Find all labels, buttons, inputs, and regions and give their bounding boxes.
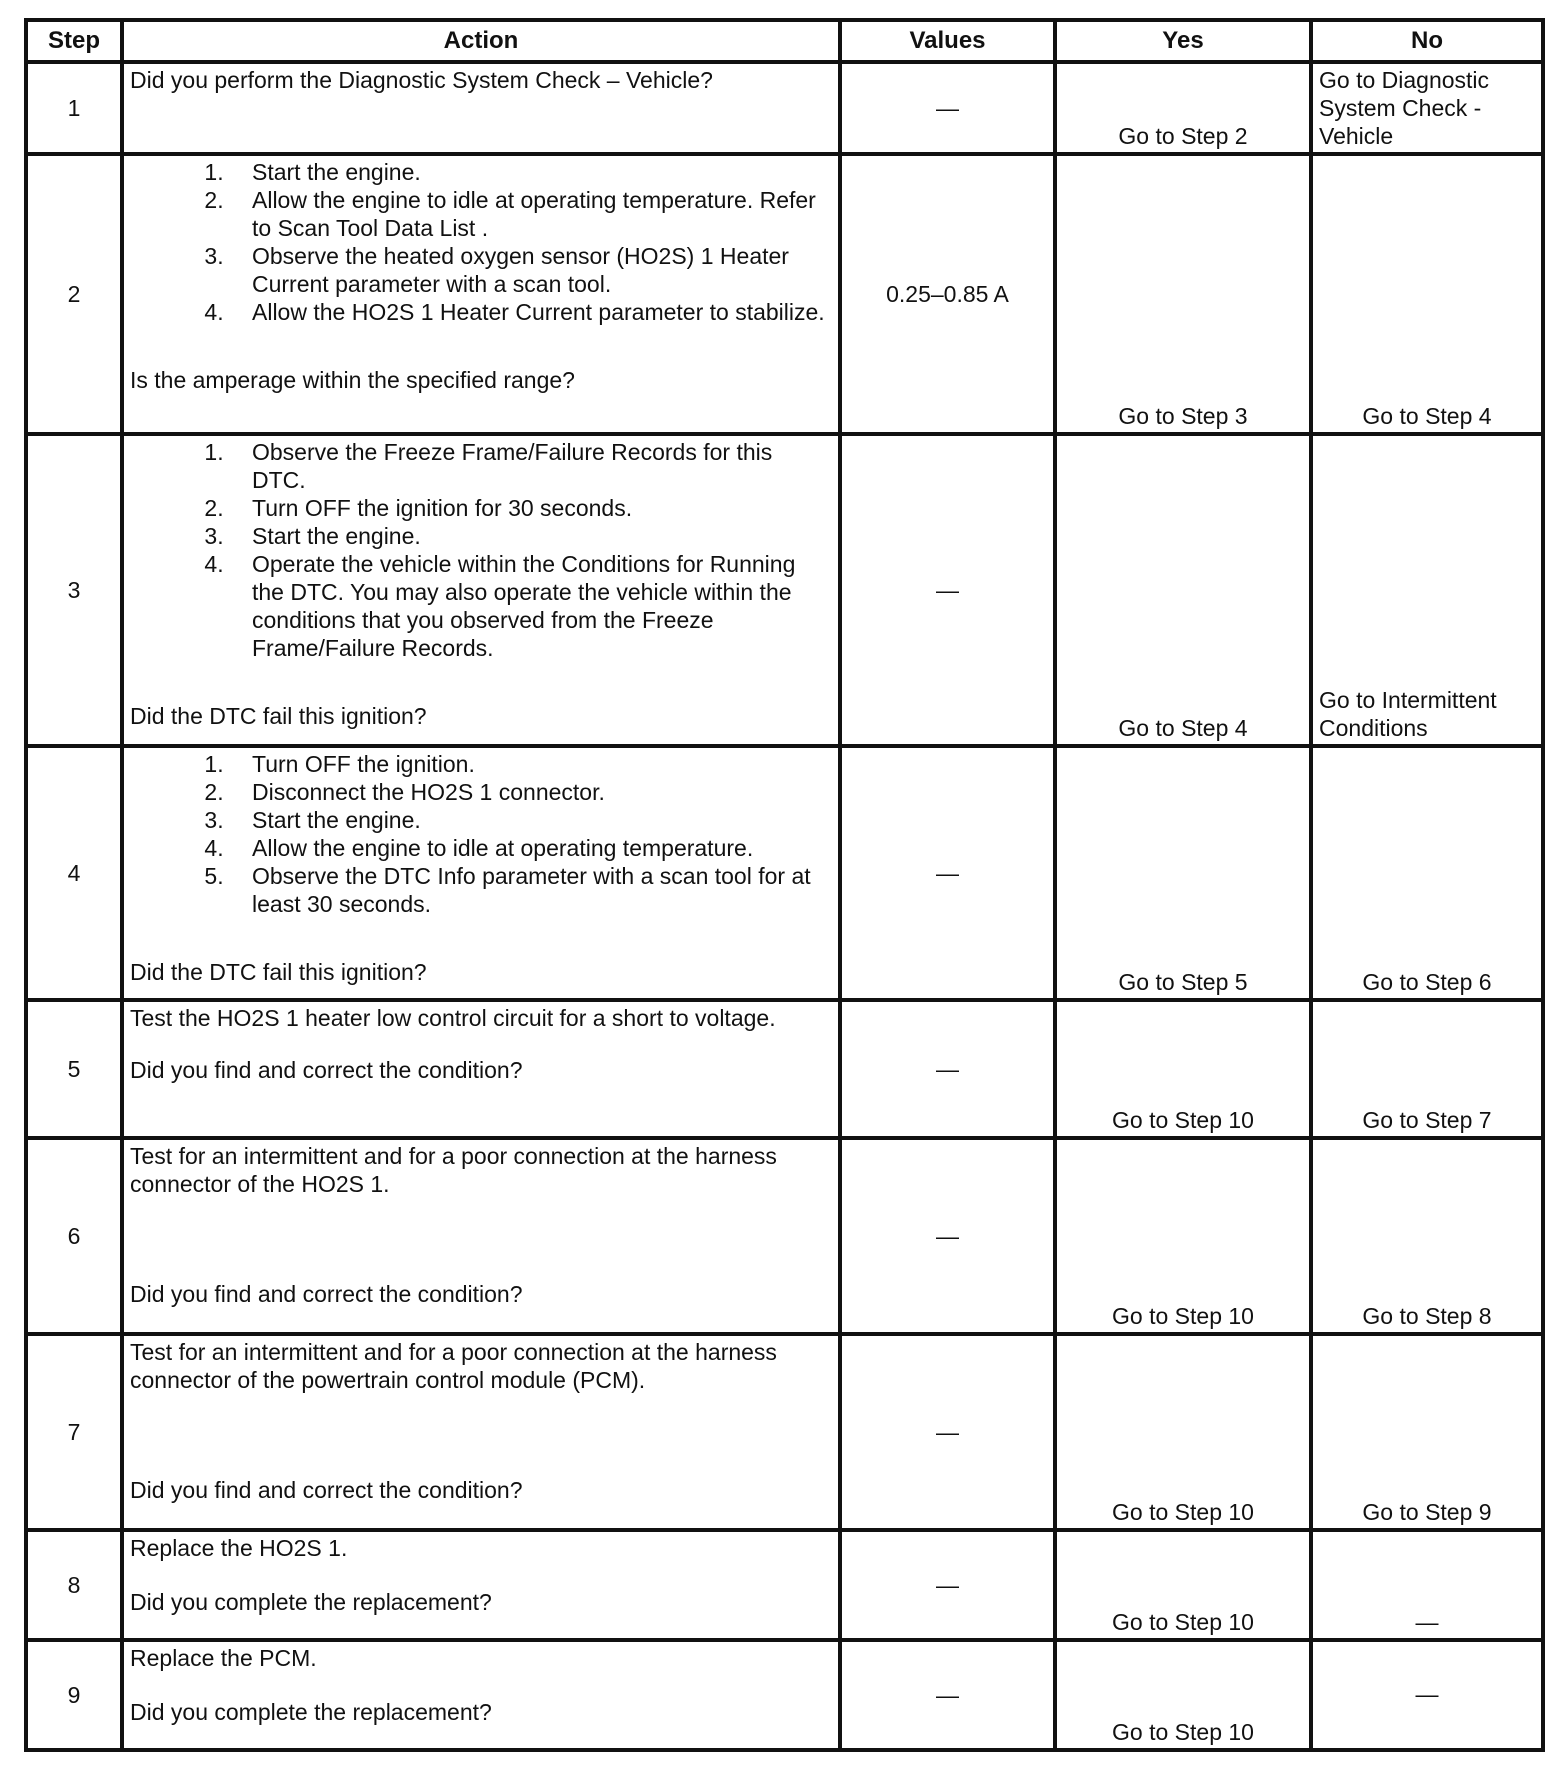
action-text: Did you perform the Diagnostic System Check – Vehicle?	[130, 67, 713, 93]
step-number: 4	[26, 746, 122, 1000]
action-cell	[122, 434, 840, 746]
yes-cell: Go to Step 10	[1055, 1000, 1311, 1138]
table-row	[26, 1000, 1543, 1138]
list-item: 4. Operate the vehicle within the Conditions for Running the DTC. You may also operate the vehicle within the conditions that you observed from the Freeze Frame/Failure Records.	[230, 550, 832, 662]
header-no: No	[1311, 20, 1543, 62]
table-row	[26, 1530, 1543, 1640]
value-cell: —	[840, 434, 1055, 746]
table-row	[26, 1640, 1543, 1750]
header-row	[26, 20, 1543, 62]
action-cell	[122, 1138, 840, 1334]
list-item: 3. Observe the heated oxygen sensor (HO2S) 1 Heater Current parameter with a scan tool.	[230, 242, 832, 298]
yes-cell: Go to Step 4	[1055, 434, 1311, 746]
instruction-list	[130, 158, 832, 326]
question-text: Did you find and correct the condition?	[130, 1057, 523, 1083]
action-cell	[122, 746, 840, 1000]
value-cell: —	[840, 1334, 1055, 1530]
question-text: Did you find and correct the condition?	[130, 1281, 523, 1307]
action-cell	[122, 1334, 840, 1530]
yes-cell: Go to Step 5	[1055, 746, 1311, 1000]
no-cell: Go to Step 8	[1311, 1138, 1543, 1334]
question-text: Is the amperage within the specified range?	[130, 367, 575, 393]
list-item: 2. Allow the engine to idle at operating temperature. Refer to Scan Tool Data List .	[230, 186, 832, 242]
step-number: 3	[26, 434, 122, 746]
yes-cell: Go to Step 3	[1055, 154, 1311, 434]
list-item: 1. Start the engine.	[230, 158, 832, 186]
action-text: Replace the HO2S 1.	[130, 1535, 348, 1561]
no-cell: Go to Intermittent Conditions	[1311, 434, 1543, 746]
table-row	[26, 154, 1543, 434]
list-item: 5. Observe the DTC Info parameter with a scan tool for at least 30 seconds.	[230, 862, 832, 918]
header-step: Step	[26, 20, 122, 62]
list-item: 2. Turn OFF the ignition for 30 seconds.	[230, 494, 832, 522]
list-item: 2. Disconnect the HO2S 1 connector.	[230, 778, 832, 806]
no-cell: Go to Step 9	[1311, 1334, 1543, 1530]
yes-cell: Go to Step 10	[1055, 1530, 1311, 1640]
value-cell: —	[840, 746, 1055, 1000]
no-cell: —	[1311, 1640, 1543, 1750]
step-number: 1	[26, 62, 122, 154]
step-number: 7	[26, 1334, 122, 1530]
instruction-list	[130, 438, 832, 662]
table-row	[26, 1334, 1543, 1530]
value-cell: 0.25–0.85 A	[840, 154, 1055, 434]
yes-cell: Go to Step 10	[1055, 1640, 1311, 1750]
action-cell	[122, 62, 840, 154]
list-item: 4. Allow the engine to idle at operating temperature.	[230, 834, 832, 862]
no-cell: Go to Step 7	[1311, 1000, 1543, 1138]
value-cell: —	[840, 62, 1055, 154]
question-text: Did you find and correct the condition?	[130, 1477, 523, 1503]
no-cell: Go to Step 4	[1311, 154, 1543, 434]
step-number: 5	[26, 1000, 122, 1138]
action-cell	[122, 1000, 840, 1138]
no-cell: Go to Diagnostic System Check - Vehicle	[1311, 62, 1543, 154]
action-text: Test for an intermittent and for a poor connection at the harness connector of the powertrain control module (PCM).	[130, 1339, 777, 1393]
list-item: 3. Start the engine.	[230, 806, 832, 834]
no-cell: Go to Step 6	[1311, 746, 1543, 1000]
action-cell	[122, 1530, 840, 1640]
diagnostic-table	[24, 18, 1545, 1752]
action-text: Test for an intermittent and for a poor connection at the harness connector of the HO2S 1.	[130, 1143, 777, 1197]
value-cell: —	[840, 1000, 1055, 1138]
value-cell: —	[840, 1640, 1055, 1750]
action-cell	[122, 154, 840, 434]
list-item: 4. Allow the HO2S 1 Heater Current parameter to stabilize.	[230, 298, 832, 326]
table-row	[26, 434, 1543, 746]
action-cell	[122, 1640, 840, 1750]
header-action: Action	[122, 20, 840, 62]
table-row	[26, 62, 1543, 154]
list-item: 3. Start the engine.	[230, 522, 832, 550]
question-text: Did you complete the replacement?	[130, 1699, 492, 1725]
list-item: 1. Turn OFF the ignition.	[230, 750, 832, 778]
yes-cell: Go to Step 10	[1055, 1138, 1311, 1334]
action-text: Test the HO2S 1 heater low control circuit for a short to voltage.	[130, 1005, 776, 1031]
question-text: Did the DTC fail this ignition?	[130, 703, 427, 729]
yes-cell: Go to Step 10	[1055, 1334, 1311, 1530]
table-row	[26, 746, 1543, 1000]
value-cell: —	[840, 1138, 1055, 1334]
action-text: Replace the PCM.	[130, 1645, 317, 1671]
step-number: 9	[26, 1640, 122, 1750]
question-text: Did you complete the replacement?	[130, 1589, 492, 1615]
value-cell: —	[840, 1530, 1055, 1640]
step-number: 8	[26, 1530, 122, 1640]
table-row	[26, 1138, 1543, 1334]
instruction-list	[130, 750, 832, 918]
yes-cell: Go to Step 2	[1055, 62, 1311, 154]
step-number: 2	[26, 154, 122, 434]
header-values: Values	[840, 20, 1055, 62]
question-text: Did the DTC fail this ignition?	[130, 959, 427, 985]
list-item: 1. Observe the Freeze Frame/Failure Records for this DTC.	[230, 438, 832, 494]
header-yes: Yes	[1055, 20, 1311, 62]
no-cell: —	[1311, 1530, 1543, 1640]
step-number: 6	[26, 1138, 122, 1334]
